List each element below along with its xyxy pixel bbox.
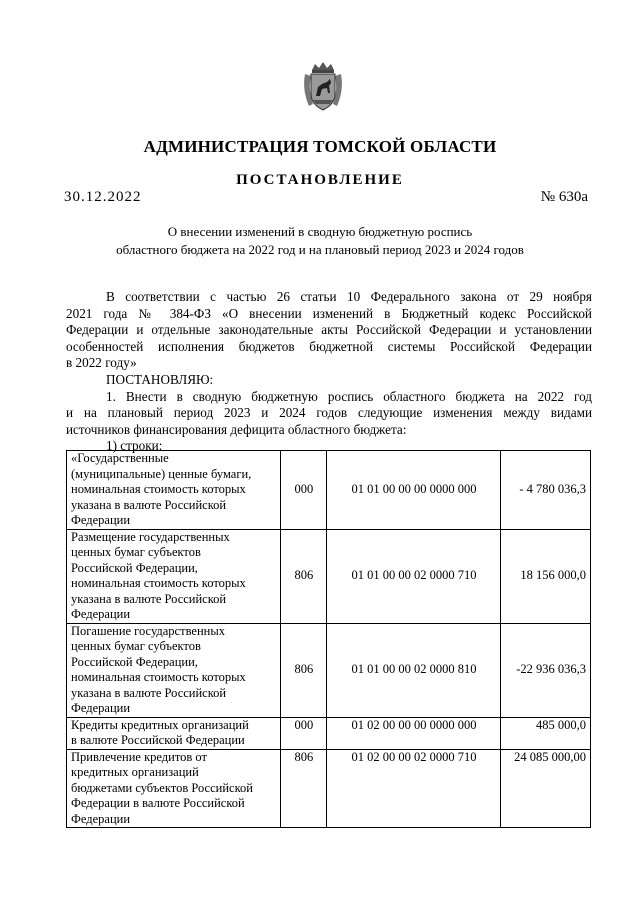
- row-kbk-cell: 01 02 00 00 02 0000 710: [327, 749, 501, 828]
- row-kbk-cell: 01 01 00 00 02 0000 710: [327, 529, 501, 623]
- row-kbk-cell: 01 01 00 00 00 0000 000: [327, 451, 501, 530]
- cell-line: указана в валюте Российской: [71, 591, 227, 606]
- cell-line: Кредиты кредитных организаций: [71, 717, 249, 732]
- row-amount-cell: 24 085 000,00: [501, 749, 591, 828]
- preamble-paragraph: [66, 289, 592, 372]
- row-amount-cell: 18 156 000,0: [501, 529, 591, 623]
- cell-line: номинальная стоимость которых: [71, 576, 246, 590]
- cell-line: Федерации: [71, 607, 131, 621]
- table-row: [67, 717, 591, 749]
- organization-name: АДМИНИСТРАЦИЯ ТОМСКОЙ ОБЛАСТИ: [143, 137, 497, 156]
- cell-line: Размещение государственных: [71, 529, 230, 544]
- row-kbk-cell: 01 02 00 00 00 0000 000: [327, 717, 501, 749]
- text-line: в 2022 году»: [66, 355, 137, 371]
- cell-line: номинальная стоимость которых: [71, 670, 246, 684]
- cell-line: указана в валюте Российской: [71, 685, 227, 700]
- row-code-cell: 806: [281, 623, 327, 717]
- text-line: источников финансирования дефицита областного бюджета:: [66, 421, 407, 437]
- row-name-cell: [67, 717, 281, 749]
- cell-line: ценных бумаг субъектов: [71, 545, 201, 559]
- cell-line: Федерации: [71, 701, 131, 715]
- row-kbk-cell: 01 01 00 00 02 0000 810: [327, 623, 501, 717]
- cell-line: Федерации в валюте Российской: [71, 796, 245, 810]
- cell-line: номинальная стоимость которых: [71, 482, 246, 496]
- cell-line: Российской Федерации,: [71, 654, 198, 669]
- row-name-cell: [67, 749, 281, 828]
- row-amount-cell: -22 936 036,3: [501, 623, 591, 717]
- row-name-cell: [67, 529, 281, 623]
- subject-line: О внесении изменений в сводную бюджетную роспись: [167, 224, 473, 239]
- changes-table: [66, 450, 591, 828]
- row-code-cell: 806: [281, 749, 327, 828]
- row-name-cell: [67, 623, 281, 717]
- text-line: 1. Внести в сводную бюджетную роспись областного бюджета на 2022 год: [106, 388, 592, 404]
- cell-line: в валюте Российской Федерации: [71, 733, 245, 747]
- cell-line: ценных бумаг субъектов: [71, 639, 201, 653]
- table-row: [67, 749, 591, 828]
- cell-line: Привлечение кредитов от: [71, 749, 207, 764]
- cell-line: бюджетами субъектов Российской: [71, 780, 253, 795]
- text-line: и на плановый период 2023 и 2024 годов следующие изменения между видами: [66, 405, 592, 421]
- document-body: [66, 289, 592, 455]
- text-line: Федерации и отдельные законодательные акты Российской Федерации и установлении: [66, 322, 592, 338]
- table-row: [67, 529, 591, 623]
- document-subject: [60, 223, 580, 259]
- cell-line: указана в валюте Российской: [71, 497, 227, 512]
- item-paragraph: [66, 389, 592, 439]
- cell-line: «Государственные: [71, 451, 169, 465]
- row-code-cell: 000: [281, 451, 327, 530]
- row-code-cell: 000: [281, 717, 327, 749]
- subitem-heading: 1) строки:: [106, 438, 163, 454]
- row-code-cell: 806: [281, 529, 327, 623]
- row-amount-cell: 485 000,0: [501, 717, 591, 749]
- row-amount-cell: - 4 780 036,3: [501, 451, 591, 530]
- cell-line: Погашение государственных: [71, 623, 225, 638]
- text-line: В соответствии с частью 26 статьи 10 Федерального закона от 29 ноября: [106, 289, 592, 304]
- cell-line: (муниципальные) ценные бумаги,: [71, 466, 252, 481]
- text-line: 2021 года № 384-ФЗ «О внесении изменений в Бюджетный кодекс Российской: [66, 305, 592, 321]
- resolve-heading: ПОСТАНОВЛЯЮ:: [106, 371, 214, 387]
- cell-line: Российской Федерации,: [71, 560, 198, 575]
- row-name-cell: [67, 451, 281, 530]
- cell-line: кредитных организаций: [71, 765, 199, 779]
- subject-line: областного бюджета на 2022 год и на плановый период 2023 и 2024 годов: [116, 242, 524, 257]
- coat-of-arms-icon: [300, 60, 346, 112]
- document-type: ПОСТАНОВЛЕНИЕ: [236, 172, 404, 188]
- text-line: особенностей исполнения бюджетов бюджетной системы Российской Федерации: [66, 338, 592, 354]
- cell-line: Федерации: [71, 811, 131, 826]
- cell-line: Федерации: [71, 513, 131, 527]
- table-row: [67, 451, 591, 530]
- document-date: 30.12.2022: [64, 189, 142, 205]
- document-number: № 630а: [540, 189, 588, 205]
- table-row: [67, 623, 591, 717]
